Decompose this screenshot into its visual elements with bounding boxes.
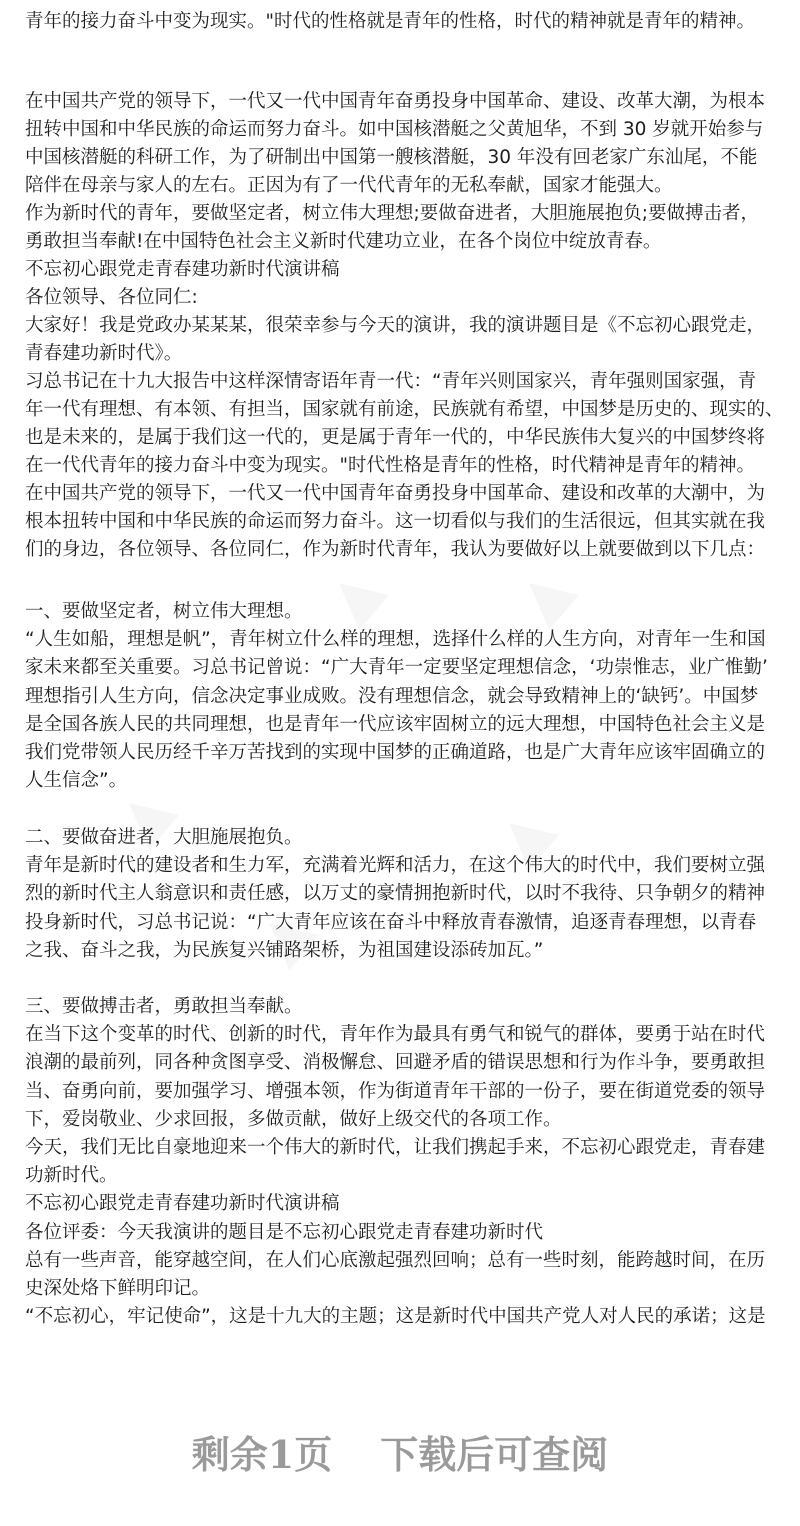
text-line: 不忘初心跟党走青春建功新时代演讲稿 [25, 259, 340, 280]
text-line: 总有一些声音，能穿越空间，在人们心底激起强烈回响；总有一些时刻，能跨越时间，在历 [25, 1249, 766, 1271]
text-line: 扭转中国和中华民族的命运而努力奋斗。如中国核潜艇之父黄旭华，不到 30 岁就开始参与 [25, 119, 764, 140]
section-heading: 二、要做奋进者，大胆施展抱负。 [25, 827, 303, 848]
text-line: 陪伴在母亲与家人的左右。正因为有了一代代青年的无私奉献，国家才能强大。 [25, 175, 673, 196]
section-heading: 三、要做搏击者，勇敢担当奉献。 [25, 996, 303, 1017]
text-line: 家未来都至关重要。习总书记曾说：“广大青年一定要坚定理想信念，‘功崇惟志，业广惟勤’ [25, 657, 768, 679]
text-line: 理想指引人生方向，信念决定事业成败。没有理想信念，就会导致精神上的‘缺钙’。中国梦 [25, 685, 759, 707]
text-line: “不忘初心，牢记使命”，这是十九大的主题；这是新时代中国共产党人对人民的承诺；这是 [25, 1306, 766, 1328]
text-line: 各位领导、各位同仁: [25, 287, 198, 308]
text-line: 之我、奋斗之我，为民族复兴铺路架桥，为祖国建设添砖加瓦。” [25, 939, 544, 961]
text-line: 大家好！我是党政办某某某，很荣幸参与今天的演讲，我的演讲题目是《不忘初心跟党走， [25, 315, 766, 336]
text-line: 各位评委：今天我演讲的题目是不忘初心跟党走青春建功新时代 [25, 1221, 544, 1243]
text-line: 不忘初心跟党走青春建功新时代演讲稿 [25, 1193, 340, 1215]
text-line: 勇敢担当奉献!在中国特色社会主义新时代建功立业，在各个岗位中绽放青春。 [25, 231, 662, 252]
text-line: 是全国各族人民的共同理想，也是青年一代应该牢固树立的远大理想，中国特色社会主义是 [25, 713, 766, 735]
text-line: 在中国共产党的领导下，一代又一代中国青年奋勇投身中国革命、建设、改革大潮，为根本 [25, 91, 766, 112]
remaining-pages-label: 剩余1页 [191, 1432, 333, 1477]
text-line: 青春建功新时代》。 [25, 343, 183, 364]
text-line: 根本扭转中国和中华民族的命运而努力奋斗。这一切看似与我们的生活很远，但其实就在我 [25, 511, 766, 532]
text-line: 青年的接力奋斗中变为现实。"时代的性格就是青年的性格，时代的精神就是青年的精神。 [25, 11, 756, 32]
text-line: 在一代代青年的接力奋斗中变为现实。"时代性格是青年的性格，时代精神是青年的精神。 [25, 455, 756, 476]
text-line: 在中国共产党的领导下，一代又一代中国青年奋勇投身中国革命、建设和改革的大潮中，为 [25, 483, 766, 504]
text-line: 在当下这个变革的时代、创新的时代，青年作为最具有勇气和锐气的群体，要勇于站在时代 [25, 1024, 766, 1046]
text-line: 中国核潜艇的科研工作，为了研制出中国第一艘核潜艇，30 年没有回老家广东汕尾，不能 [25, 147, 758, 168]
text-line: 功新时代。 [25, 1165, 118, 1187]
text-line: 青年是新时代的建设者和生力军，充满着光辉和活力，在这个伟大的时代中，我们要树立强 [25, 855, 766, 877]
text-line: “人生如船，理想是帆”，青年树立什么样的理想，选择什么样的人生方向，对青年一生和国 [25, 629, 766, 651]
text-line: 浪潮的最前列，同各种贪图享受、消极懈怠、回避矛盾的错误思想和行为作斗争，要勇敢担 [25, 1052, 766, 1074]
text-line: 投身新时代，习总书记说：“广大青年应该在奋斗中释放青春激情，追逐青春理想，以青春 [25, 911, 757, 933]
text-line: 史深处烙下鲜明印记。 [25, 1278, 211, 1299]
text-line: 也是未来的，是属于我们这一代的，更是属于青年一代的，中华民族伟大复兴的中国梦终将 [25, 427, 766, 448]
download-to-view-label: 下载后可查阅 [380, 1432, 609, 1477]
text-line: 我们党带领人民历经千辛万苦找到的实现中国梦的正确道路，也是广大青年应该牢固确立的 [25, 742, 766, 763]
text-line [25, 0, 800, 2]
text-line: 当、奋勇向前，要加强学习、增强本领，作为街道青年干部的一份子，要在街道党委的领导 [25, 1080, 766, 1102]
text-line: 年一代有理想、有本领、有担当，国家就有前途，民族就有希望，中国梦是历史的、现实的、 [25, 399, 784, 420]
watermark-icon [501, 555, 584, 635]
download-prompt[interactable] [0, 1424, 800, 1479]
text-line: 下，爱岗敬业、少求回报，多做贡献，做好上级交代的各项工作。 [25, 1108, 562, 1130]
text-line: 作为新时代的青年，要做坚定者，树立伟大理想;要做奋进者，大胆施展抱负;要做搏击者， [25, 203, 759, 224]
text-line: 习总书记在十九大报告中这样深情寄语年青一代：“青年兴则国家兴，青年强则国家强，青 [25, 371, 757, 392]
watermark-icon [311, 555, 394, 635]
text-line: 烈的新时代主人翁意识和责任感，以万丈的豪情拥抱新时代，以时不我待、只争朝夕的精神 [25, 883, 766, 905]
text-line: 人生信念”。 [25, 770, 128, 792]
section-heading: 一、要做坚定者，树立伟大理想。 [25, 601, 303, 622]
text-line: 们的身边，各位领导、各位同仁，作为新时代青年，我认为要做好以上就要做到以下几点： [25, 539, 766, 560]
text-line: 今天，我们无比自豪地迎来一个伟大的新时代，让我们携起手来，不忘初心跟党走，青春建 [25, 1137, 766, 1158]
